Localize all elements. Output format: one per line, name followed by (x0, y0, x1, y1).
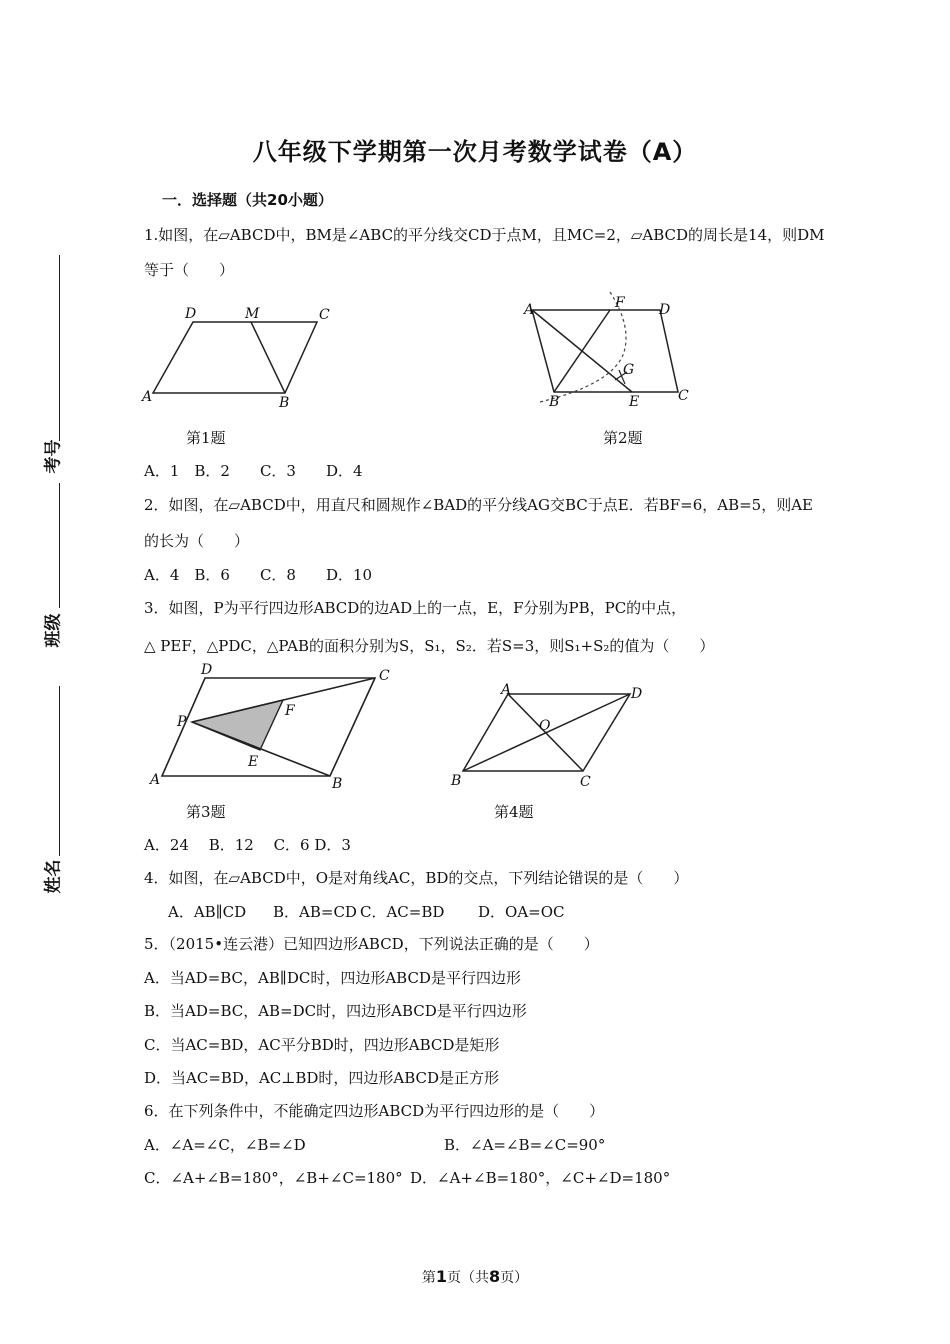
q5-stem: 5．（2015•连云港）已知四边形ABCD，下列说法正确的是（ ） (144, 935, 599, 953)
q3-stem-line2: △ PEF，△PDC，△PAB的面积分别为S，S₁，S₂．若S=3，则S₁+S₂的值为（ ） (144, 637, 715, 655)
q4-stem: 4．如图，在▱ABCD中，O是对角线AC，BD的交点，下列结论错误的是（ ） (144, 869, 689, 887)
side-label-class: 班级 (43, 613, 64, 648)
q1-options: A．1 B．2 C．3 D．4 (144, 462, 363, 480)
side-label-name: 姓名 (43, 859, 64, 894)
q6-option-a: A．∠A=∠C，∠B=∠D (144, 1136, 306, 1154)
q1-label-a: A (142, 389, 153, 405)
q2-label-c: C (678, 388, 689, 404)
q3-label-b: B (332, 776, 343, 790)
page-footer (0, 1267, 950, 1287)
q4-option-c: C．AC=BD (360, 903, 445, 921)
side-line-exam-no (59, 255, 60, 441)
q1-parallelogram (153, 322, 317, 393)
q3-label-f: F (285, 703, 295, 719)
q4-label-o: O (539, 718, 551, 734)
q4-label-c: C (580, 774, 591, 790)
footer-mid: 页（共 (447, 1270, 489, 1286)
side-label-exam-no: 考号 (43, 439, 64, 474)
q3-options: A．24 B．12 C．6 D．3 (144, 836, 351, 854)
q4-label-d: D (631, 686, 643, 702)
q3-segment-pc (192, 678, 375, 722)
footer-page-number: 1 (435, 1267, 447, 1286)
q1-bisector-bm (251, 322, 285, 393)
q6-option-b: B．∠A=∠B=∠C=90° (444, 1136, 606, 1154)
q3-label-a: A (150, 772, 161, 788)
q4-label-a: A (501, 682, 512, 698)
side-line-class (59, 483, 60, 608)
q1-stem-line2: 等于（ ） (144, 261, 235, 279)
q3-label-c: C (379, 668, 390, 684)
footer-prefix: 第 (421, 1270, 436, 1286)
q4-figure (445, 680, 650, 790)
q4-figure-caption: 第4题 (494, 803, 534, 821)
q6-option-c: C．∠A+∠B=180°，∠B+∠C=180° (144, 1169, 403, 1187)
q6-option-d: D．∠A+∠B=180°，∠C+∠D=180° (410, 1169, 671, 1187)
q2-figure (515, 290, 700, 412)
q2-stem-line1: 2．如图，在▱ABCD中，用直尺和圆规作∠BAD的平分线AG交BC于点E．若BF=6，AB=5，则AE (144, 496, 814, 514)
q4-option-d: D．OA=OC (478, 903, 565, 921)
q3-label-e: E (248, 754, 259, 770)
footer-total-pages: 8 (489, 1267, 501, 1286)
q2-stem-line2: 的长为（ ） (144, 532, 250, 550)
q5-option-d: D．当AC=BD，AC⊥BD时，四边形ABCD是正方形 (144, 1069, 500, 1087)
q1-label-c: C (319, 307, 330, 323)
q2-options: A．4 B．6 C．8 D．10 (144, 566, 373, 584)
q1-figure (135, 300, 345, 412)
q2-label-e: E (629, 394, 640, 410)
section-heading: 一．选择题（共20小题） (162, 191, 333, 209)
side-line-name (59, 686, 60, 856)
q4-option-a: A．AB∥CD (168, 903, 247, 921)
q3-figure (145, 660, 405, 790)
q2-label-g: G (623, 362, 635, 378)
q1-label-m: M (245, 306, 260, 322)
q1-label-d: D (185, 306, 197, 322)
q6-stem: 6．在下列条件中，不能确定四边形ABCD为平行四边形的是（ ） (144, 1102, 605, 1120)
q2-label-b: B (549, 394, 560, 410)
q5-option-c: C．当AC=BD，AC平分BD时，四边形ABCD是矩形 (144, 1036, 500, 1054)
q3-triangle-pef (192, 700, 283, 750)
q1-stem-line1: 1.如图，在▱ABCD中，BM是∠ABC的平分线交CD于点M，且MC=2，▱ABCD的周长是14，则DM (144, 226, 825, 244)
q2-label-d: D (659, 302, 671, 318)
q2-figure-caption: 第2题 (603, 429, 643, 447)
q3-label-d: D (201, 662, 213, 678)
q2-label-f: F (615, 295, 625, 311)
q3-figure-caption: 第3题 (186, 803, 226, 821)
page-title: 八年级下学期第一次月考数学试卷（A） (252, 138, 698, 166)
q4-label-b: B (451, 773, 462, 789)
q5-option-b: B．当AD=BC，AB=DC时，四边形ABCD是平行四边形 (144, 1002, 527, 1020)
footer-suffix: 页） (500, 1270, 529, 1286)
q1-figure-caption: 第1题 (186, 429, 226, 447)
q1-label-b: B (279, 395, 290, 411)
q2-parallelogram (532, 310, 678, 392)
q2-segment-bf (554, 310, 610, 392)
q2-label-a: A (524, 302, 535, 318)
q3-label-p: P (177, 714, 187, 730)
q3-stem-line1: 3．如图，P为平行四边形ABCD的边AD上的一点，E，F分别为PB，PC的中点， (144, 599, 687, 617)
q4-option-b: B．AB=CD (273, 903, 357, 921)
q5-option-a: A．当AD=BC，AB∥DC时，四边形ABCD是平行四边形 (144, 969, 521, 987)
